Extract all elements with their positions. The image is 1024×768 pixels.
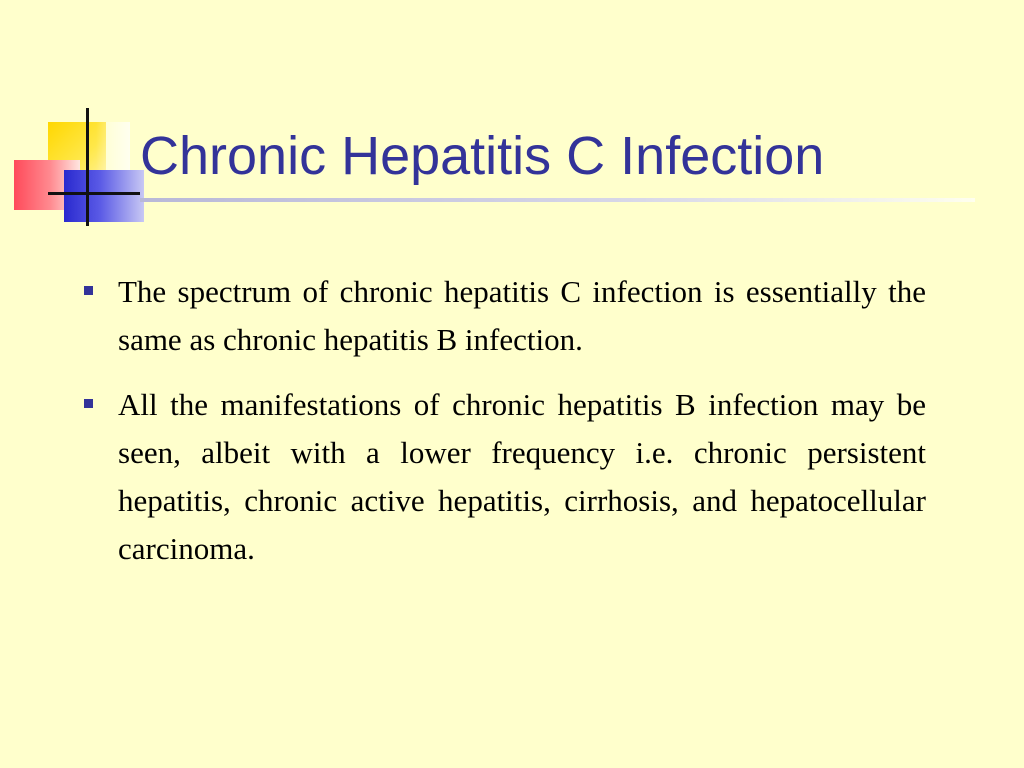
- slide-title: Chronic Hepatitis C Infection: [140, 126, 825, 186]
- horizontal-line-decoration: [48, 192, 140, 195]
- bullet-text: The spectrum of chronic hepatitis C infection is essentially the same as chronic hepatitis B infection.: [118, 274, 926, 357]
- square-bullet-icon: [84, 399, 93, 408]
- square-bullet-icon: [84, 286, 93, 295]
- blue-square-decoration: [64, 170, 144, 222]
- bullet-text: All the manifestations of chronic hepatitis B infection may be seen, albeit with a lower frequency i.e. chronic persistent hepatitis, chronic active hepatitis, cirrhosis, and hepatocellular carcinoma.: [118, 387, 926, 566]
- fade-square-decoration: [96, 122, 130, 170]
- bullet-item: [84, 268, 926, 364]
- vertical-line-decoration: [86, 108, 89, 226]
- bullet-list: [84, 268, 926, 590]
- bullet-item: [84, 381, 926, 573]
- title-underline: [140, 198, 975, 202]
